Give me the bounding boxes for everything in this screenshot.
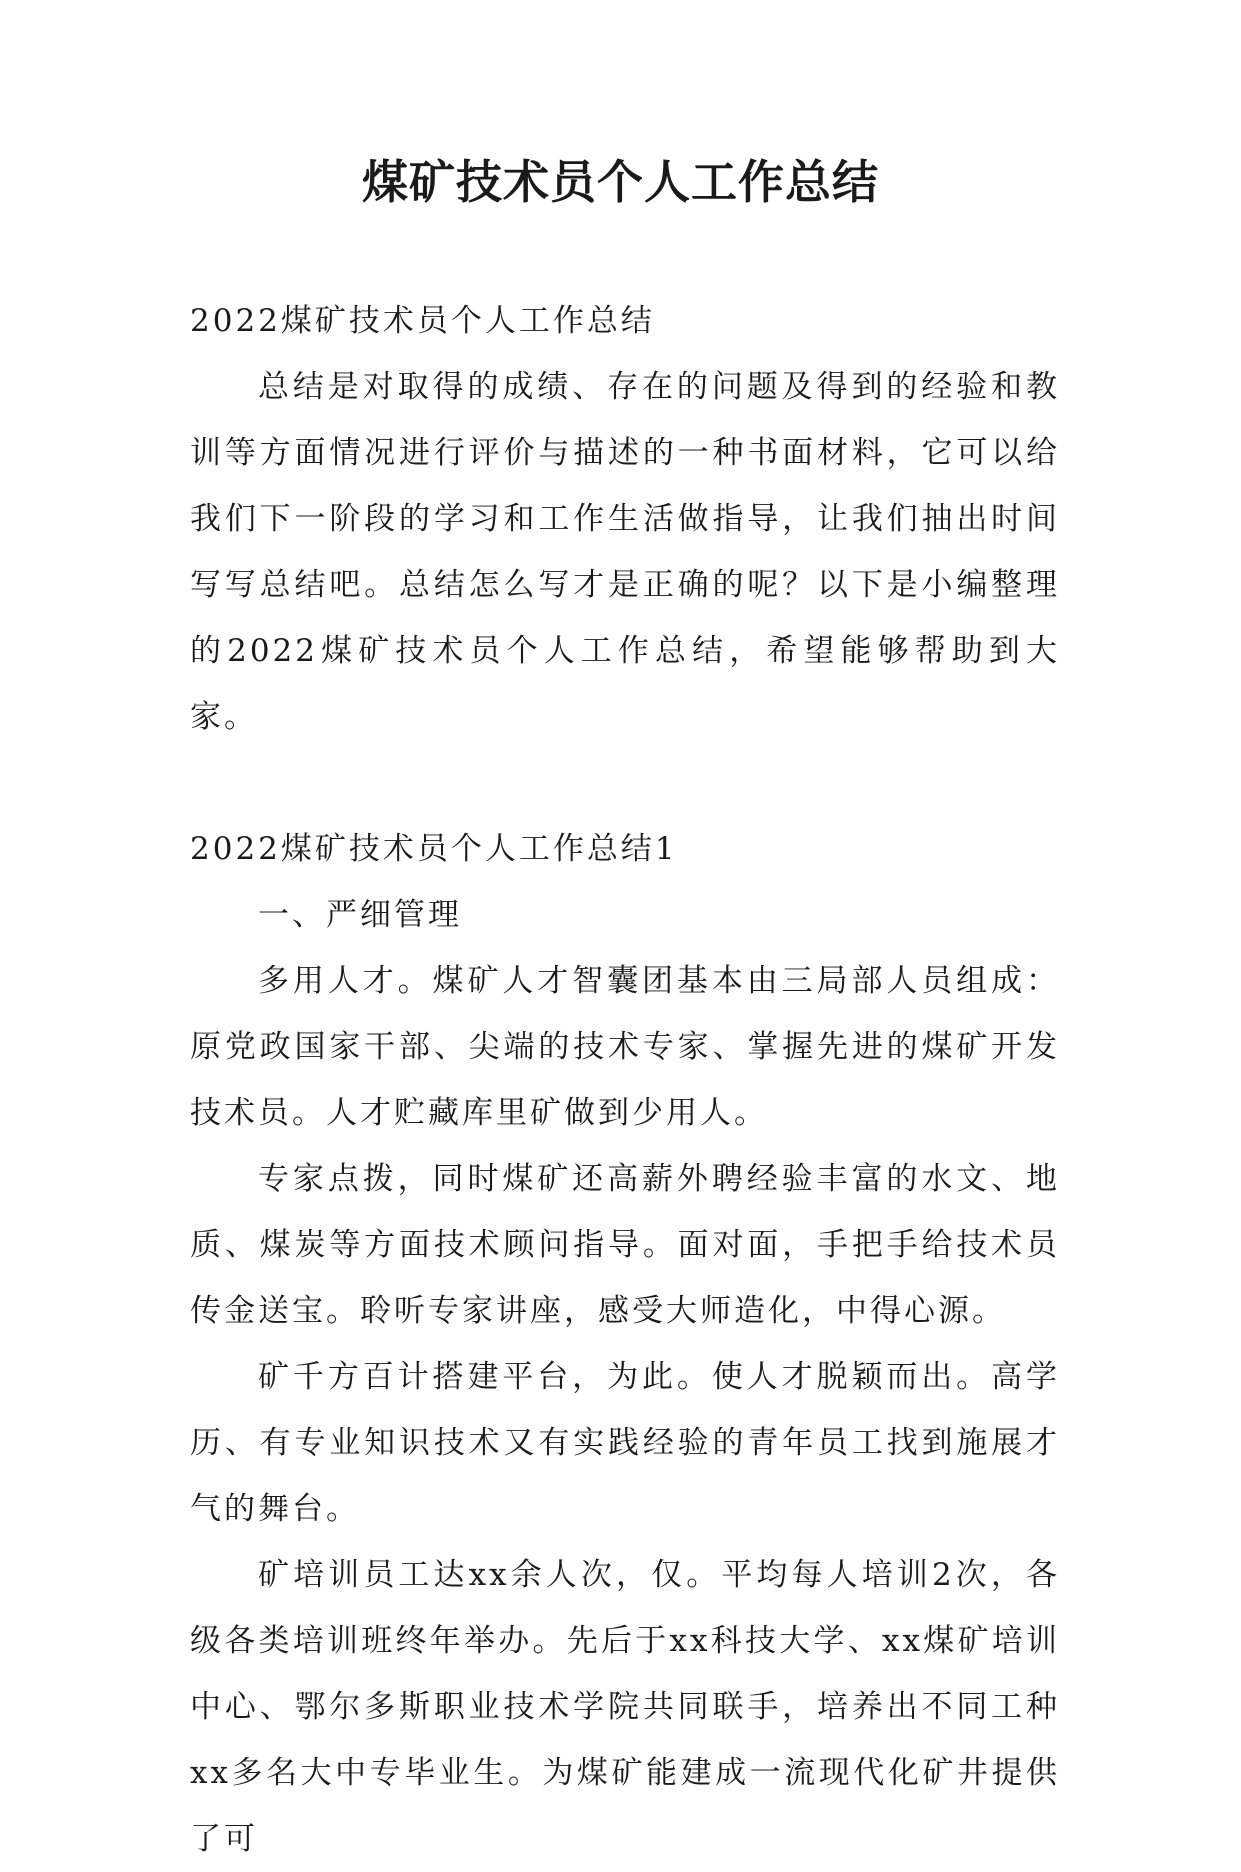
document-body (190, 288, 1060, 1872)
section-heading: 一、严细管理 (258, 897, 462, 933)
section-title: 2022煤矿技术员个人工作总结1 (190, 831, 678, 867)
section-spacer (190, 750, 1060, 816)
body-paragraph: 专家点拨，同时煤矿还高薪外聘经验丰富的水文、地质、煤炭等方面技术顾问指导。面对面，手把手给技术员传金送宝。聆听专家讲座，感受大师造化，中得心源。 (190, 1161, 1060, 1329)
document-title: 煤矿技术员个人工作总结 (362, 155, 879, 209)
body-paragraph: 矿培训员工达xx余人次，仅。平均每人培训2次，各级各类培训班终年举办。先后于xx科技大学、xx煤矿培训中心、鄂尔多斯职业技术学院共同联手，培养出不同工种xx多名大中专毕业生。为煤矿能建成一流现代化矿井提供了可 (190, 1557, 1060, 1857)
document-subtitle: 2022煤矿技术员个人工作总结 (190, 303, 655, 339)
body-paragraph: 多用人才。煤矿人才智囊团基本由三局部人员组成：原党政国家干部、尖端的技术专家、掌握先进的煤矿开发技术员。人才贮藏库里矿做到少用人。 (190, 963, 1060, 1131)
intro-paragraph: 总结是对取得的成绩、存在的问题及得到的经验和教训等方面情况进行评价与描述的一种书面材料，它可以给我们下一阶段的学习和工作生活做指导，让我们抽出时间写写总结吧。总结怎么写才是正确的呢？以下是小编整理的2022煤矿技术员个人工作总结，希望能够帮助到大家。 (190, 369, 1060, 735)
body-paragraph: 矿千方百计搭建平台，为此。使人才脱颖而出。高学历、有专业知识技术又有实践经验的青年员工找到施展才气的舞台。 (190, 1359, 1060, 1527)
